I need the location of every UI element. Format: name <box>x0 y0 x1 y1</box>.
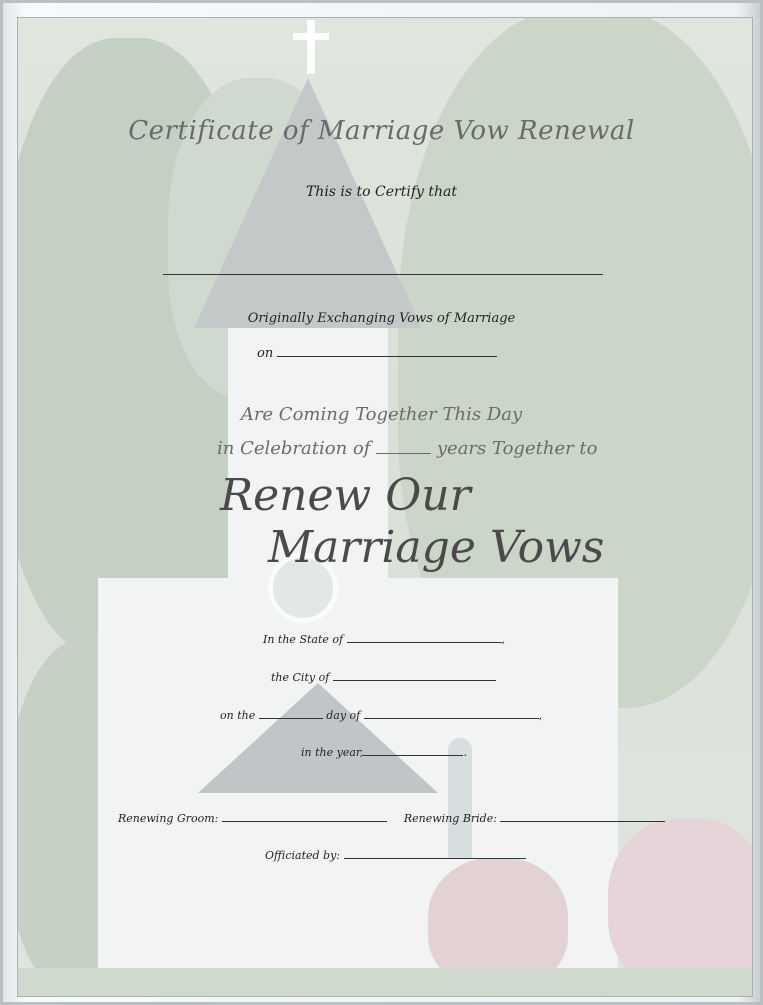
bride-label: Renewing Bride: <box>403 812 497 825</box>
renew-heading-line2: Marriage Vows <box>268 522 605 573</box>
on-the-label: on the <box>220 709 256 722</box>
day-field[interactable] <box>259 706 323 719</box>
renew-heading-line1: Renew Our <box>220 470 471 521</box>
years-field[interactable] <box>376 439 431 454</box>
state-suffix: , <box>501 633 506 646</box>
state-row <box>263 630 505 646</box>
on-date-row <box>257 344 497 361</box>
certify-text: This is to Certify that <box>305 184 458 200</box>
officiant-field[interactable] <box>344 846 526 859</box>
year-suffix: . <box>463 746 467 759</box>
city-row <box>271 668 496 684</box>
date-suffix: , <box>538 709 543 722</box>
groom-signature-field[interactable] <box>222 809 387 822</box>
certificate-title: Certificate of Marriage Vow Renewal <box>128 116 635 146</box>
signatures-row <box>118 809 665 825</box>
celebration-row <box>217 438 598 459</box>
date-row <box>220 706 542 722</box>
coming-together-text: Are Coming Together This Day <box>240 404 523 425</box>
day-of-label: day of <box>326 709 361 722</box>
couple-names-line[interactable] <box>163 274 603 275</box>
month-field[interactable] <box>364 706 539 719</box>
state-label: In the State of <box>263 633 344 646</box>
city-label: the City of <box>271 671 330 684</box>
officiated-label: Officiated by: <box>265 849 340 862</box>
originally-text: Originally Exchanging Vows of Marriage <box>247 311 516 326</box>
celebration-prefix: in Celebration of <box>217 438 371 459</box>
year-row <box>301 743 467 759</box>
city-field[interactable] <box>333 668 496 681</box>
year-label: in the year, <box>301 746 364 759</box>
year-field[interactable] <box>363 743 463 756</box>
bride-signature-field[interactable] <box>500 809 665 822</box>
groom-label: Renewing Groom: <box>118 812 219 825</box>
officiant-row <box>265 846 526 862</box>
on-label: on <box>257 346 274 361</box>
cross-icon <box>291 20 331 76</box>
original-date-field[interactable] <box>277 344 497 357</box>
state-field[interactable] <box>347 630 502 643</box>
celebration-suffix: years Together to <box>436 438 598 459</box>
